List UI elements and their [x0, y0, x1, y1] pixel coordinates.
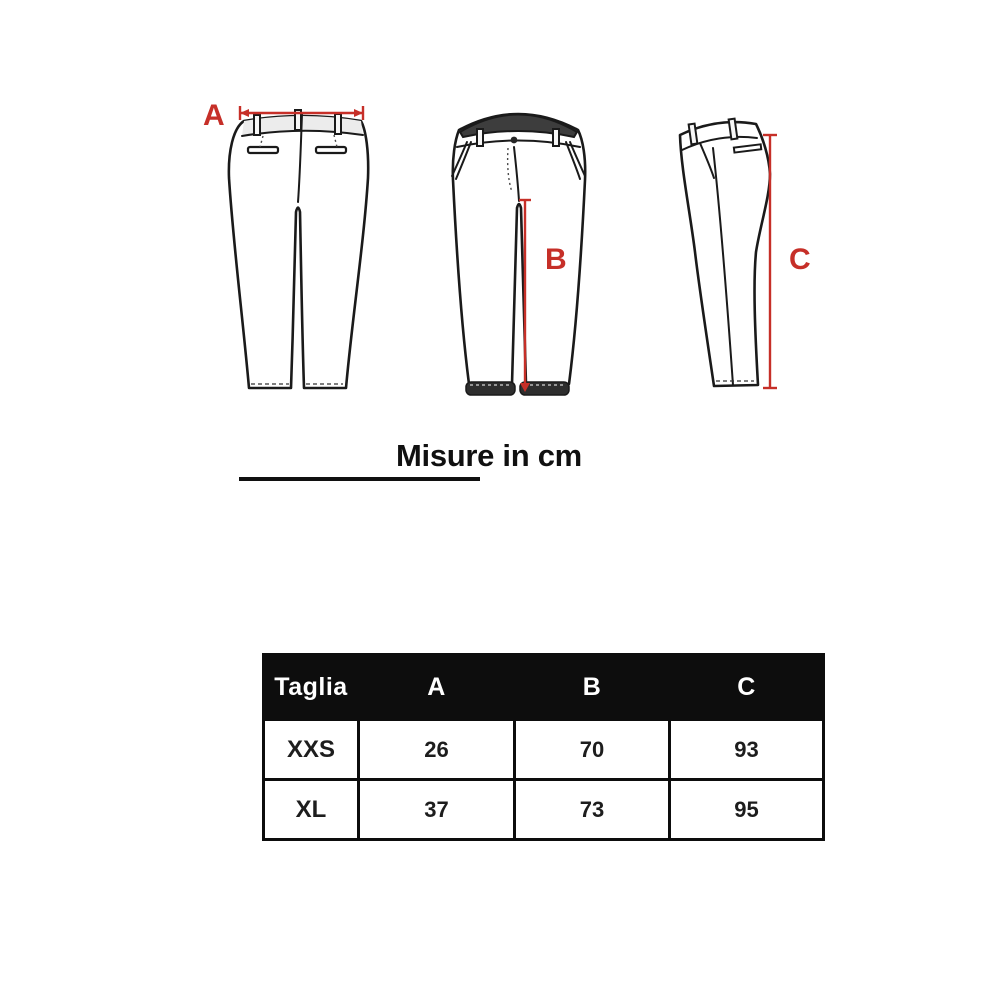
pants-back-view-drawing	[229, 110, 368, 388]
measure-label-b: B	[545, 243, 567, 276]
col-header-b: B	[515, 655, 670, 720]
back-pocket-welt	[316, 147, 346, 153]
front-hem-left	[466, 382, 515, 395]
measure-label-c: C	[789, 243, 811, 276]
col-header-taglia: Taglia	[264, 655, 359, 720]
size-table	[262, 653, 825, 841]
col-header-a: A	[359, 655, 515, 720]
title-underline	[239, 477, 480, 481]
size-table-header-row	[264, 655, 824, 720]
back-pocket-welt	[248, 147, 278, 153]
col-header-c: C	[670, 655, 824, 720]
size-value-cell: 93	[670, 720, 824, 780]
size-value-cell: 37	[359, 780, 515, 840]
table-row-xxs	[264, 720, 824, 780]
measure-label-a: A	[203, 99, 225, 132]
page-title: Misure in cm	[396, 438, 582, 473]
size-value-cell: 73	[515, 780, 670, 840]
belt-loop	[553, 129, 559, 146]
pants-side-silhouette	[680, 122, 770, 386]
belt-loop	[254, 115, 260, 135]
size-value-cell: 70	[515, 720, 670, 780]
pants-back-silhouette	[229, 116, 368, 388]
pants-measurement-diagram	[0, 0, 1000, 440]
size-label-cell: XL	[264, 780, 359, 840]
size-value-cell: 95	[670, 780, 824, 840]
pants-side-view-drawing	[680, 119, 770, 386]
size-value-cell: 26	[359, 720, 515, 780]
belt-loop	[477, 129, 483, 146]
size-label-cell: XXS	[264, 720, 359, 780]
belt-loop	[335, 114, 341, 134]
waist-button	[511, 137, 518, 144]
table-row-xl	[264, 780, 824, 840]
